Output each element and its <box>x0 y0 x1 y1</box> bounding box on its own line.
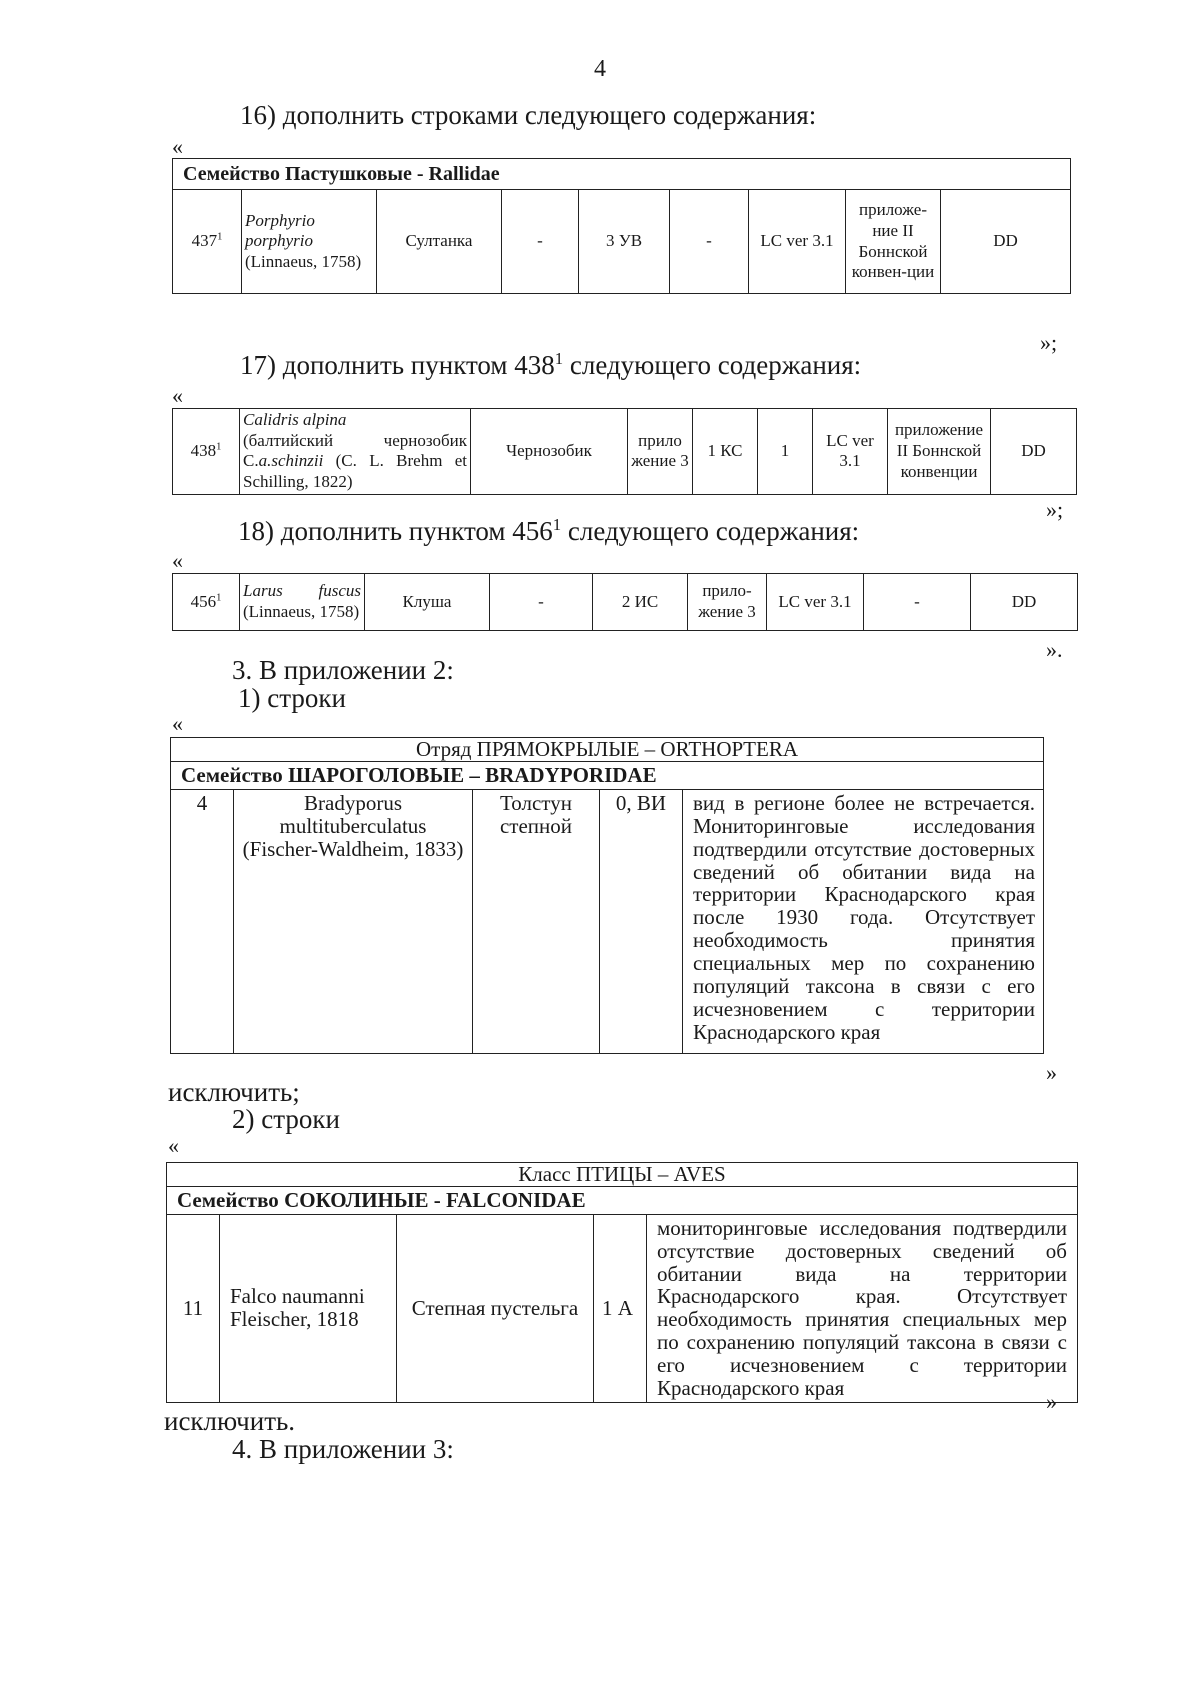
order-header: Отряд ПРЯМОКРЫЛЫЕ – ORTHOPTERA <box>171 738 1044 762</box>
cell-c4: - <box>502 190 579 294</box>
open-quote: « <box>168 1133 179 1158</box>
cell-c7: LC ver 3.1 <box>767 574 864 631</box>
family-header: Семейство Пастушковые - Rallidae <box>173 159 1071 190</box>
cell-c9: DD <box>971 574 1078 631</box>
species-name: Клуша <box>365 574 490 631</box>
cell-c8: приложе-ние II Боннской конвен-ции <box>846 190 941 294</box>
open-quote: « <box>172 134 183 159</box>
class-header: Класс ПТИЦЫ – AVES <box>167 1163 1078 1187</box>
cell-c4: прило жение 3 <box>628 409 693 495</box>
category: 1 А <box>594 1214 647 1402</box>
close-quote: ». <box>1046 637 1063 662</box>
close-quote: » <box>1046 1060 1057 1085</box>
species-latin: Calidris alpina (балтийский чернозобик C.a.schinzii (C. L. Brehm et Schilling, 1822) <box>240 409 471 495</box>
note: мониторинговые исследования подтвердили отсутствие достоверных сведений об обитании вида на территории Краснодарского края. Отсутствует необходимость принятия специальных мер по сохранению популяций таксона в связи с его исчезновением с территории Краснодарского края <box>647 1214 1078 1402</box>
table-orthoptera <box>170 737 1044 1054</box>
cell-c6: прило-жение 3 <box>688 574 767 631</box>
table-aves <box>166 1162 1078 1403</box>
row-number: $437^1$ <box>173 190 242 294</box>
appendix-2-item-2: 2) строки <box>232 1104 340 1134</box>
cell-c5: 3 УВ <box>579 190 670 294</box>
section-16-heading: 16) дополнить строками следующего содержания: <box>240 100 817 130</box>
note: вид в регионе более не встречается. Мониторинговые исследования подтвердили отсутствие достоверных сведений об обитании вида на территории Краснодарского края после 1930 года. Отсутствует необходимость принятия специальных мер по сохранению популяций таксона в связи с его исчезновением с территории Краснодарского края <box>683 789 1044 1053</box>
family-header: Семейство ШАРОГОЛОВЫЕ – BRADYPORIDAE <box>171 762 1044 790</box>
row-number: 4 <box>171 789 234 1053</box>
section-17-heading: 17) дополнить пунктом $438^1$ следующего содержания: <box>240 349 862 380</box>
species-latin: Larus fuscus (Linnaeus, 1758) <box>240 574 365 631</box>
open-quote: « <box>172 711 183 736</box>
species-name: Султанка <box>377 190 502 294</box>
exclude-1: исключить; <box>168 1077 300 1107</box>
species-name: Толстун степной <box>473 789 600 1053</box>
cell-c5: 2 ИС <box>593 574 688 631</box>
open-quote: « <box>172 548 183 573</box>
close-quote: »; <box>1040 330 1058 355</box>
cell-c4: - <box>490 574 593 631</box>
close-quote: »; <box>1046 497 1064 522</box>
family-header: Семейство СОКОЛИНЫЕ - FALCONIDAE <box>167 1186 1078 1214</box>
cell-c7: LC ver 3.1 <box>749 190 846 294</box>
species-latin: Falco naumanni Fleischer, 1818 <box>220 1214 397 1402</box>
appendix-2-item-1: 1) строки <box>238 683 346 713</box>
species-latin: Porphyrio porphyrio (Linnaeus, 1758) <box>242 190 377 294</box>
cell-c9: DD <box>941 190 1071 294</box>
cell-c8: приложение II Боннской конвенции <box>888 409 991 495</box>
species-latin: Bradyporus multituberculatus (Fischer-Waldheim, 1833) <box>234 789 473 1053</box>
appendix-3-heading: 4. В приложении 3: <box>232 1434 454 1464</box>
species-name: Чернозобик <box>471 409 628 495</box>
category: 0, ВИ <box>600 789 683 1053</box>
cell-c8: - <box>864 574 971 631</box>
cell-c7: LC ver 3.1 <box>813 409 888 495</box>
table-larus <box>172 573 1078 631</box>
cell-c9: DD <box>991 409 1077 495</box>
appendix-2-heading: 3. В приложении 2: <box>232 655 454 685</box>
close-quote: » <box>1046 1389 1057 1414</box>
cell-c5: 1 КС <box>693 409 758 495</box>
cell-c6: 1 <box>758 409 813 495</box>
row-number: $456^1$ <box>173 574 240 631</box>
table-rallidae <box>172 158 1071 294</box>
table-calidris <box>172 408 1077 495</box>
open-quote: « <box>172 383 183 408</box>
row-number: $438^1$ <box>173 409 240 495</box>
row-number: 11 <box>167 1214 220 1402</box>
section-18-heading: 18) дополнить пунктом $456^1$ следующего содержания: <box>238 515 860 546</box>
page-number: 4 <box>594 56 606 82</box>
cell-c6: - <box>670 190 749 294</box>
species-name: Степная пустельга <box>397 1214 594 1402</box>
exclude-2: исключить. <box>164 1406 296 1436</box>
